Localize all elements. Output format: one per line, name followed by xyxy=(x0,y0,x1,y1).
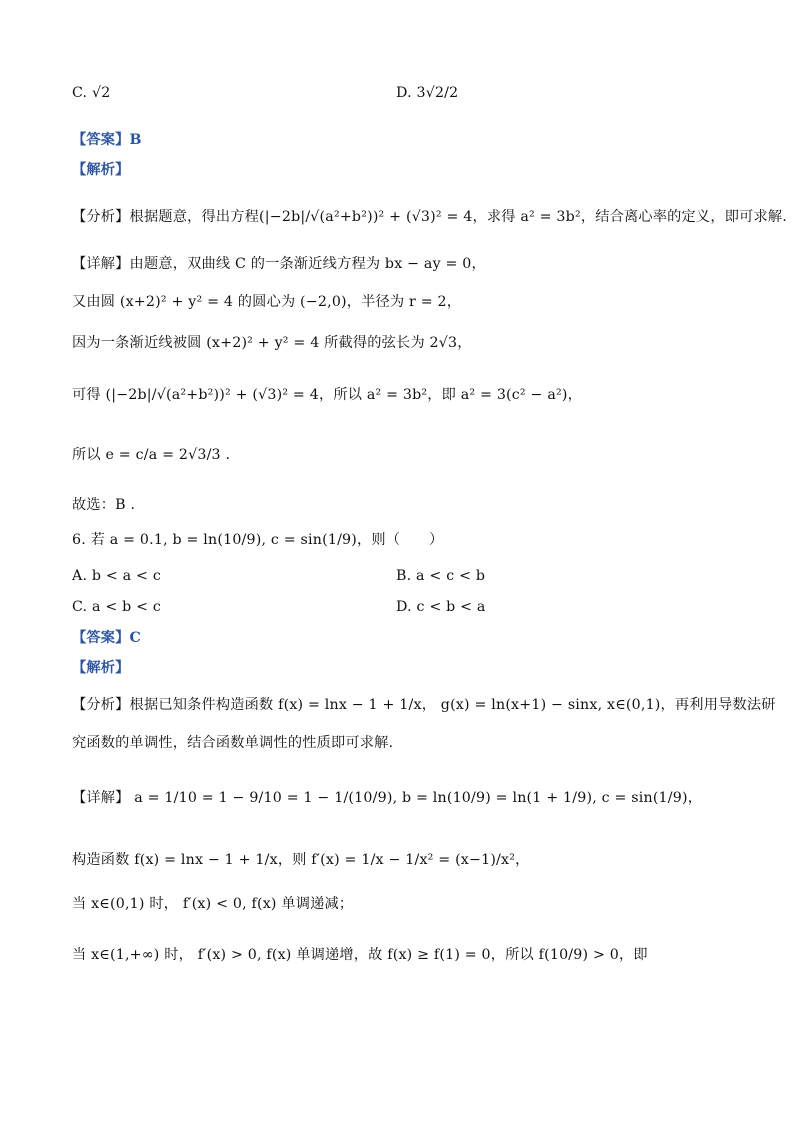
answer-label: 【答案】B xyxy=(72,132,142,148)
answer-label: 【答案】C xyxy=(72,630,142,646)
analysis-line: 【分析】根据已知条件构造函数 f(x) = lnx − 1 + 1/x， g(x) = ln(x+1) − sinx, x∈(0,1)，再利用导数法研 xyxy=(72,697,776,713)
analysis-line: 【分析】根据题意，得出方程(|−2b|/√(a²+b²))² + (√3)² = 4，求得 a² = 3b²，结合离心率的定义，即可求解. xyxy=(72,209,787,225)
question-stem: 6. 若 a = 0.1, b = ln(10/9), c = sin(1/9)，则（ ） xyxy=(72,532,444,548)
detail-line: 当 x∈(1,+∞) 时， f′(x) > 0, f(x) 单调递增，故 f(x) ≥ f(1) = 0，所以 f(10/9) > 0，即 xyxy=(72,947,648,963)
detail-line: 可得 (|−2b|/√(a²+b²))² + (√3)² = 4，所以 a² = 3b²，即 a² = 3(c² − a²)， xyxy=(72,387,582,403)
detail-line: 【详解】 a = 1/10 = 1 − 9/10 = 1 − 1/(10/9), b = ln(10/9) = ln(1 + 1/9), c = sin(1/9)， xyxy=(72,790,703,806)
option-d: D. c < b < a xyxy=(396,599,486,615)
analysis-line: 究函数的单调性，结合函数单调性的性质即可求解. xyxy=(72,735,394,751)
detail-line: 构造函数 f(x) = lnx − 1 + 1/x，则 f′(x) = 1/x − 1/x² = (x−1)/x²， xyxy=(72,852,530,868)
detail-line: 当 x∈(0,1) 时， f′(x) < 0, f(x) 单调递减； xyxy=(72,896,354,912)
conclusion-line: 故选：B . xyxy=(72,497,136,513)
option-b: B. a < c < b xyxy=(396,568,486,584)
analysis-heading: 【解析】 xyxy=(72,660,130,676)
option-d: D. 3√2/2 xyxy=(396,85,459,101)
option-c: C. a < b < c xyxy=(72,599,162,615)
detail-line: 因为一条渐近线被圆 (x+2)² + y² = 4 所截得的弦长为 2√3， xyxy=(72,335,472,351)
option-c: C. √2 xyxy=(72,85,111,101)
detail-line: 又由圆 (x+2)² + y² = 4 的圆心为 (−2,0)，半径为 r = 2， xyxy=(72,294,462,310)
detail-line: 所以 e = c/a = 2√3/3 . xyxy=(72,447,231,463)
analysis-heading: 【解析】 xyxy=(72,162,130,178)
option-a: A. b < a < c xyxy=(72,568,161,584)
detail-line: 【详解】由题意，双曲线 C 的一条渐近线方程为 bx − ay = 0， xyxy=(72,256,486,272)
